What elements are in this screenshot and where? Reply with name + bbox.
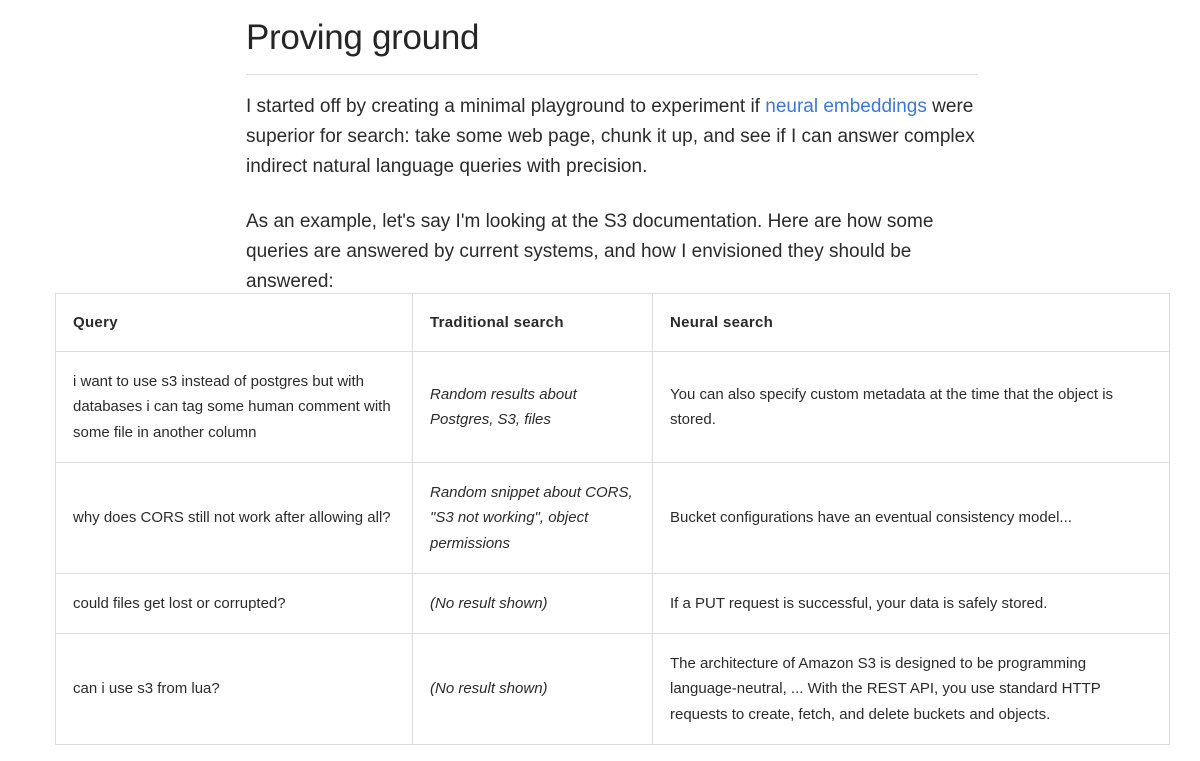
table-row (56, 463, 1170, 574)
heading-divider (246, 74, 978, 75)
neural-result-cell: Bucket configurations have an eventual consistency model... (653, 463, 1170, 574)
query-cell: why does CORS still not work after allowing all? (56, 463, 413, 574)
traditional-result-cell: Random results about Postgres, S3, files (413, 352, 653, 463)
neural-result-cell: If a PUT request is successful, your data is safely stored. (653, 574, 1170, 634)
traditional-result-cell: (No result shown) (413, 634, 653, 745)
neural-result-cell: The architecture of Amazon S3 is designed to be programming language-neutral, ... With the REST API, you use standard HTTP requests to create, fetch, and delete buckets and objects. (653, 634, 1170, 745)
intro-text-after-link: were superior for search: take some web page, chunk it up, and see if I can answer complex indirect natural language queries with precision. (246, 96, 975, 177)
example-paragraph: As an example, let's say I'm looking at the S3 documentation. Here are how some queries are answered by current systems, and how I envisioned they should be answered: (246, 211, 934, 292)
traditional-result-cell: Random snippet about CORS, "S3 not working", object permissions (413, 463, 653, 574)
query-cell: can i use s3 from lua? (56, 634, 413, 745)
header-neural-search: Neural search (653, 294, 1170, 352)
intro-text-before-link: I started off by creating a minimal playground to experiment if (246, 96, 766, 117)
table-row (56, 352, 1170, 463)
table-header-row (56, 294, 1170, 352)
table-row (56, 634, 1170, 745)
neural-result-cell: You can also specify custom metadata at the time that the object is stored. (653, 352, 1170, 463)
section-heading: Proving ground (246, 18, 480, 57)
neural-embeddings-link[interactable]: neural embeddings (765, 96, 927, 117)
table-row (56, 574, 1170, 634)
traditional-result-cell: (No result shown) (413, 574, 653, 634)
search-comparison-table (55, 293, 1170, 745)
results-table-container (55, 293, 1169, 745)
article-section (246, 0, 978, 297)
header-traditional-search: Traditional search (413, 294, 653, 352)
query-cell: i want to use s3 instead of postgres but with databases i can tag some human comment with some file in another column (56, 352, 413, 463)
header-query: Query (56, 294, 413, 352)
intro-paragraph (246, 92, 978, 182)
query-cell: could files get lost or corrupted? (56, 574, 413, 634)
